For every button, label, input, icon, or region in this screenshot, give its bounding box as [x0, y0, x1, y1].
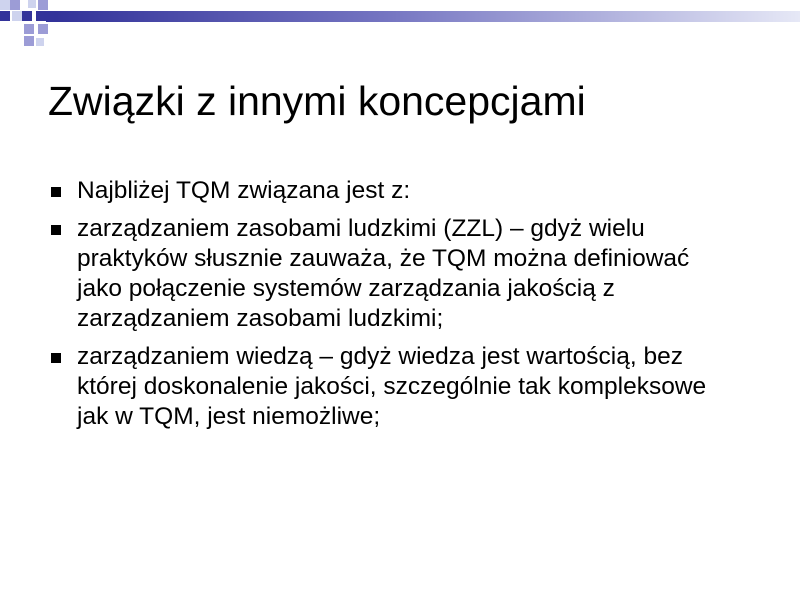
header-square — [10, 0, 20, 10]
header-square — [12, 11, 22, 21]
bullet-item — [0, 176, 800, 206]
header-square — [0, 0, 10, 10]
header-square — [24, 36, 34, 46]
bullet-item — [0, 342, 737, 432]
bullet-text: zarządzaniem wiedzą – gdyż wiedza jest wartością, bez której doskonalenie jakości, szczególnie tak kompleksowe jak w TQM, jest niemożliwe; — [77, 343, 707, 430]
bullet-item — [0, 214, 737, 334]
header-square — [22, 11, 32, 21]
header-gradient-band — [56, 11, 800, 22]
square-bullet-icon — [51, 187, 61, 197]
header-square — [0, 11, 10, 21]
bullet-text: zarządzaniem zasobami ludzkimi (ZZL) – gdyż wielu praktyków słusznie zauważa, że TQM można definiować jako połączenie systemów zarządzania jakością z zarządzaniem zasobami ludzkimi; — [77, 215, 690, 332]
header-square — [28, 0, 36, 8]
bullet-text: Najbliżej TQM związana jest z: — [77, 177, 411, 204]
slide-title: Związki z innymi koncepcjami — [48, 78, 586, 124]
header-square — [24, 24, 34, 34]
header-square — [36, 11, 46, 21]
header-square — [38, 24, 48, 34]
header-square — [38, 0, 48, 10]
header-square — [46, 11, 56, 22]
header-decoration — [0, 0, 800, 60]
bullet-list — [0, 176, 800, 440]
square-bullet-icon — [51, 353, 61, 363]
header-square — [36, 38, 44, 46]
square-bullet-icon — [51, 225, 61, 235]
